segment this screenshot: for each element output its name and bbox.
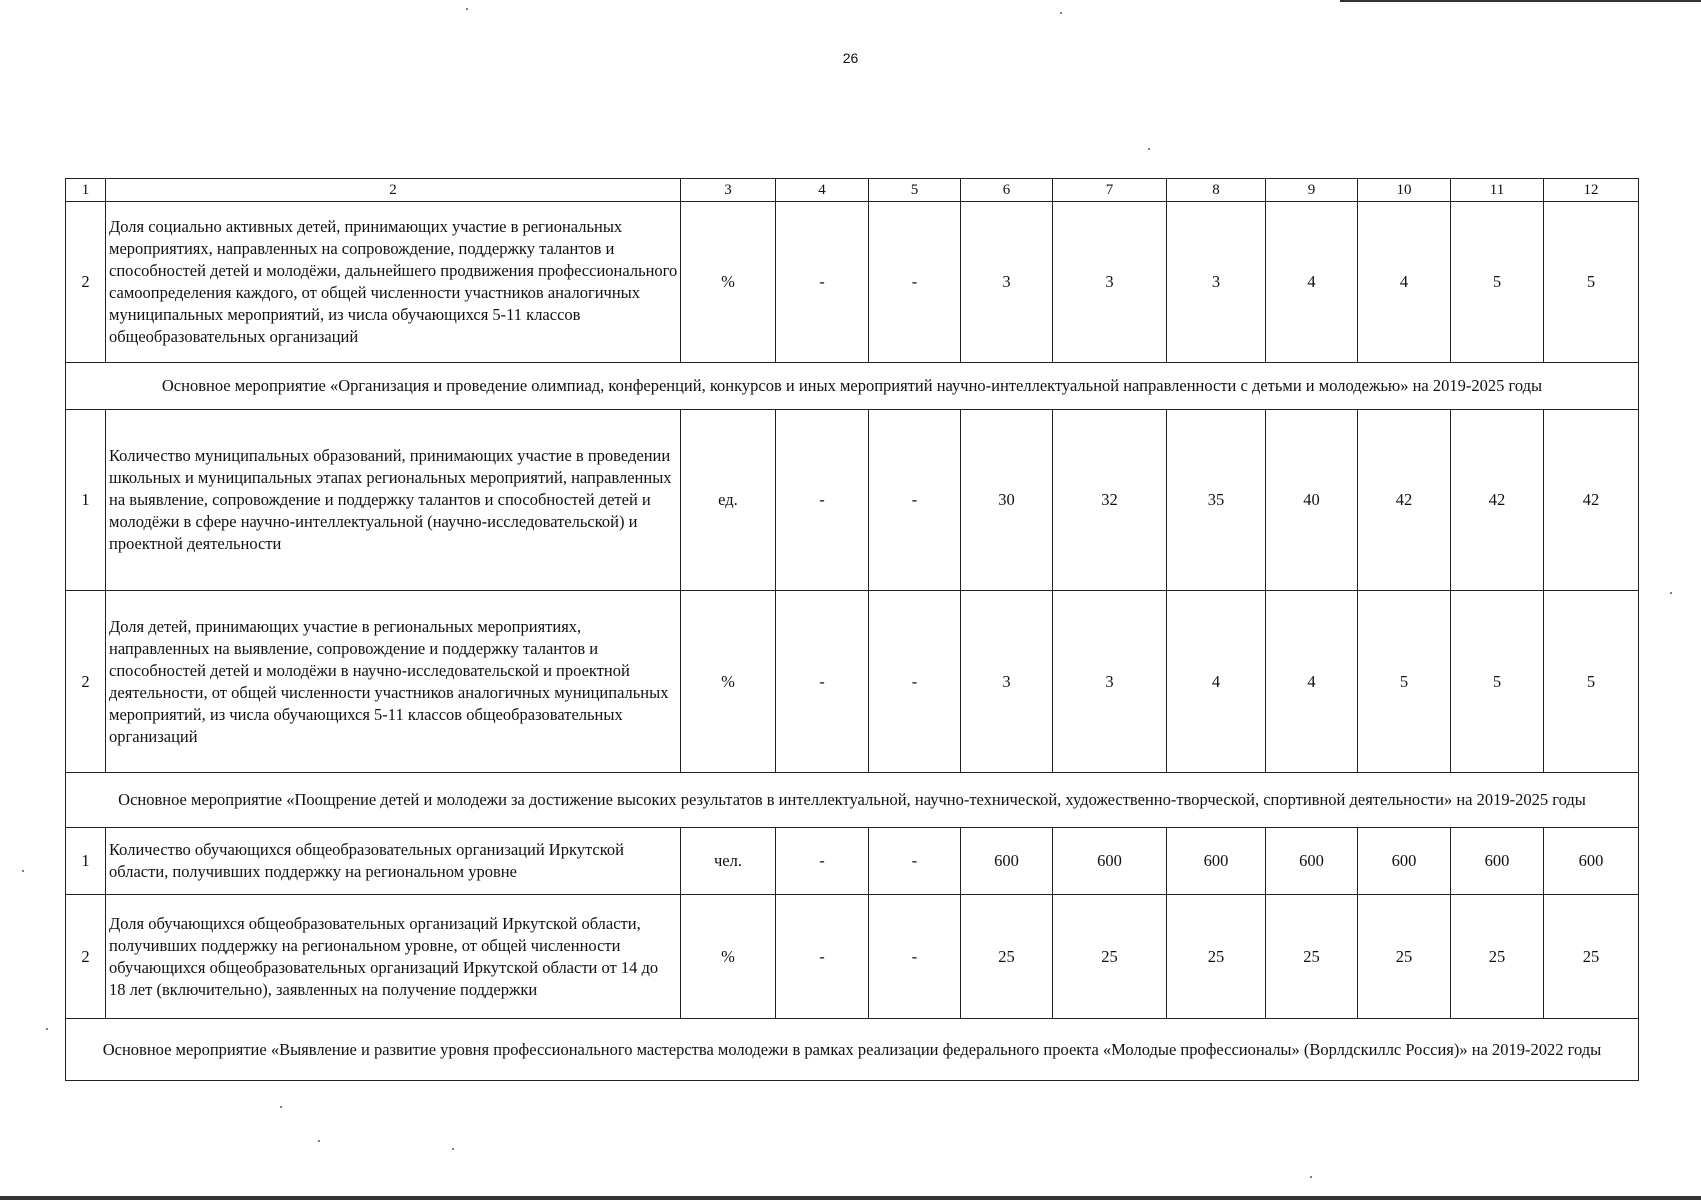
row-number: 2: [66, 591, 106, 773]
scan-speck: [452, 1148, 454, 1150]
scan-speck: [466, 8, 468, 10]
scan-speck: [1148, 148, 1150, 150]
value-cell: 600: [1167, 828, 1266, 895]
value-cell: 600: [1451, 828, 1544, 895]
indicator-name: Доля социально активных детей, принимающих участие в региональных мероприятиях, направленных на сопровождение, поддержку талантов и способностей детей и молодёжи, дальнейшего продвижения профессионального самоопределения каждого, от общей численности участников аналогичных муниципальных мероприятий, из числа обучающихся 5-11 классов общеобразовательных организаций: [106, 202, 681, 363]
value-cell: 40: [1266, 410, 1358, 591]
header-cell: 3: [681, 179, 776, 202]
scan-speck: [1060, 12, 1062, 14]
header-row: [66, 179, 1639, 202]
header-cell: 1: [66, 179, 106, 202]
value-cell: 25: [1358, 895, 1451, 1019]
indicator-row: [66, 591, 1639, 773]
value-cell: 42: [1544, 410, 1639, 591]
header-cell: 6: [961, 179, 1053, 202]
scan-speck: [46, 1028, 48, 1030]
value-cell: -: [776, 202, 869, 363]
value-cell: 3: [1167, 202, 1266, 363]
unit-cell: ед.: [681, 410, 776, 591]
value-cell: 4: [1266, 591, 1358, 773]
scan-edge-top: [1340, 0, 1701, 2]
value-cell: 5: [1544, 591, 1639, 773]
value-cell: -: [869, 591, 961, 773]
header-cell: 5: [869, 179, 961, 202]
value-cell: 32: [1053, 410, 1167, 591]
value-cell: 4: [1358, 202, 1451, 363]
indicator-row: [66, 828, 1639, 895]
value-cell: 4: [1167, 591, 1266, 773]
scan-speck: [1310, 1176, 1312, 1178]
unit-cell: %: [681, 202, 776, 363]
section-title: Основное мероприятие «Выявление и развитие уровня профессионального мастерства молодежи в рамках реализации федерального проекта «Молодые профессионалы» (Ворлдскиллс Россия)» на 2019-2022 годы: [66, 1019, 1639, 1081]
value-cell: 3: [961, 202, 1053, 363]
value-cell: 25: [1544, 895, 1639, 1019]
value-cell: 25: [1451, 895, 1544, 1019]
indicator-row: [66, 895, 1639, 1019]
value-cell: 3: [961, 591, 1053, 773]
value-cell: -: [776, 410, 869, 591]
value-cell: 42: [1451, 410, 1544, 591]
header-cell: 12: [1544, 179, 1639, 202]
value-cell: -: [869, 895, 961, 1019]
value-cell: 4: [1266, 202, 1358, 363]
value-cell: -: [776, 895, 869, 1019]
indicator-name: Количество муниципальных образований, принимающих участие в проведении школьных и муниципальных этапах региональных мероприятий, направленных на выявление, сопровождение и поддержку талантов и способностей детей и молодёжи в сфере научно-интеллектуальной (научно-исследовательской) и проектной деятельности: [106, 410, 681, 591]
value-cell: -: [869, 202, 961, 363]
row-number: 1: [66, 828, 106, 895]
value-cell: 35: [1167, 410, 1266, 591]
value-cell: 25: [1266, 895, 1358, 1019]
value-cell: -: [776, 591, 869, 773]
value-cell: 5: [1451, 202, 1544, 363]
indicator-name: Доля обучающихся общеобразовательных организаций Иркутской области, получивших поддержку на региональном уровне, от общей численности обучающихся общеобразовательных организаций Иркутской области от 14 до 18 лет (включительно), заявленных на получение поддержки: [106, 895, 681, 1019]
section-row: [66, 363, 1639, 410]
value-cell: 5: [1451, 591, 1544, 773]
row-number: 2: [66, 895, 106, 1019]
value-cell: 25: [961, 895, 1053, 1019]
scan-speck: [318, 1140, 320, 1142]
value-cell: 600: [1358, 828, 1451, 895]
header-cell: 2: [106, 179, 681, 202]
value-cell: 30: [961, 410, 1053, 591]
value-cell: 5: [1544, 202, 1639, 363]
value-cell: 600: [1053, 828, 1167, 895]
scan-speck: [1670, 592, 1672, 594]
value-cell: 3: [1053, 591, 1167, 773]
header-cell: 8: [1167, 179, 1266, 202]
value-cell: 42: [1358, 410, 1451, 591]
indicators-table: [65, 178, 1639, 1081]
scan-speck: [280, 1106, 282, 1108]
value-cell: 3: [1053, 202, 1167, 363]
value-cell: 600: [1266, 828, 1358, 895]
row-number: 1: [66, 410, 106, 591]
indicator-name: Количество обучающихся общеобразовательных организаций Иркутской области, получивших поддержку на региональном уровне: [106, 828, 681, 895]
indicator-row: [66, 202, 1639, 363]
scan-speck: [22, 870, 24, 872]
section-row: [66, 773, 1639, 828]
indicator-row: [66, 410, 1639, 591]
header-cell: 4: [776, 179, 869, 202]
header-cell: 10: [1358, 179, 1451, 202]
page-number: 26: [842, 50, 859, 66]
value-cell: 25: [1167, 895, 1266, 1019]
section-title: Основное мероприятие «Организация и проведение олимпиад, конференций, конкурсов и иных мероприятий научно-интеллектуальной направленности с детьми и молодежью» на 2019-2025 годы: [66, 363, 1639, 410]
value-cell: 600: [1544, 828, 1639, 895]
value-cell: -: [869, 828, 961, 895]
indicator-name: Доля детей, принимающих участие в региональных мероприятиях, направленных на выявление, сопровождение и поддержку талантов и способностей детей и молодёжи в научно-исследовательской и проектной деятельности, от общей численности участников аналогичных муниципальных мероприятий, из числа обучающихся 5-11 классов общеобразовательных организаций: [106, 591, 681, 773]
unit-cell: чел.: [681, 828, 776, 895]
row-number: 2: [66, 202, 106, 363]
unit-cell: %: [681, 895, 776, 1019]
value-cell: -: [776, 828, 869, 895]
section-title: Основное мероприятие «Поощрение детей и молодежи за достижение высоких результатов в интеллектуальной, научно-технической, художественно-творческой, спортивной деятельности» на 2019-2025 годы: [66, 773, 1639, 828]
scan-edge-bottom: [0, 1196, 1701, 1200]
value-cell: 25: [1053, 895, 1167, 1019]
unit-cell: %: [681, 591, 776, 773]
value-cell: 600: [961, 828, 1053, 895]
section-row: [66, 1019, 1639, 1081]
header-cell: 7: [1053, 179, 1167, 202]
header-cell: 11: [1451, 179, 1544, 202]
value-cell: 5: [1358, 591, 1451, 773]
value-cell: -: [869, 410, 961, 591]
header-cell: 9: [1266, 179, 1358, 202]
